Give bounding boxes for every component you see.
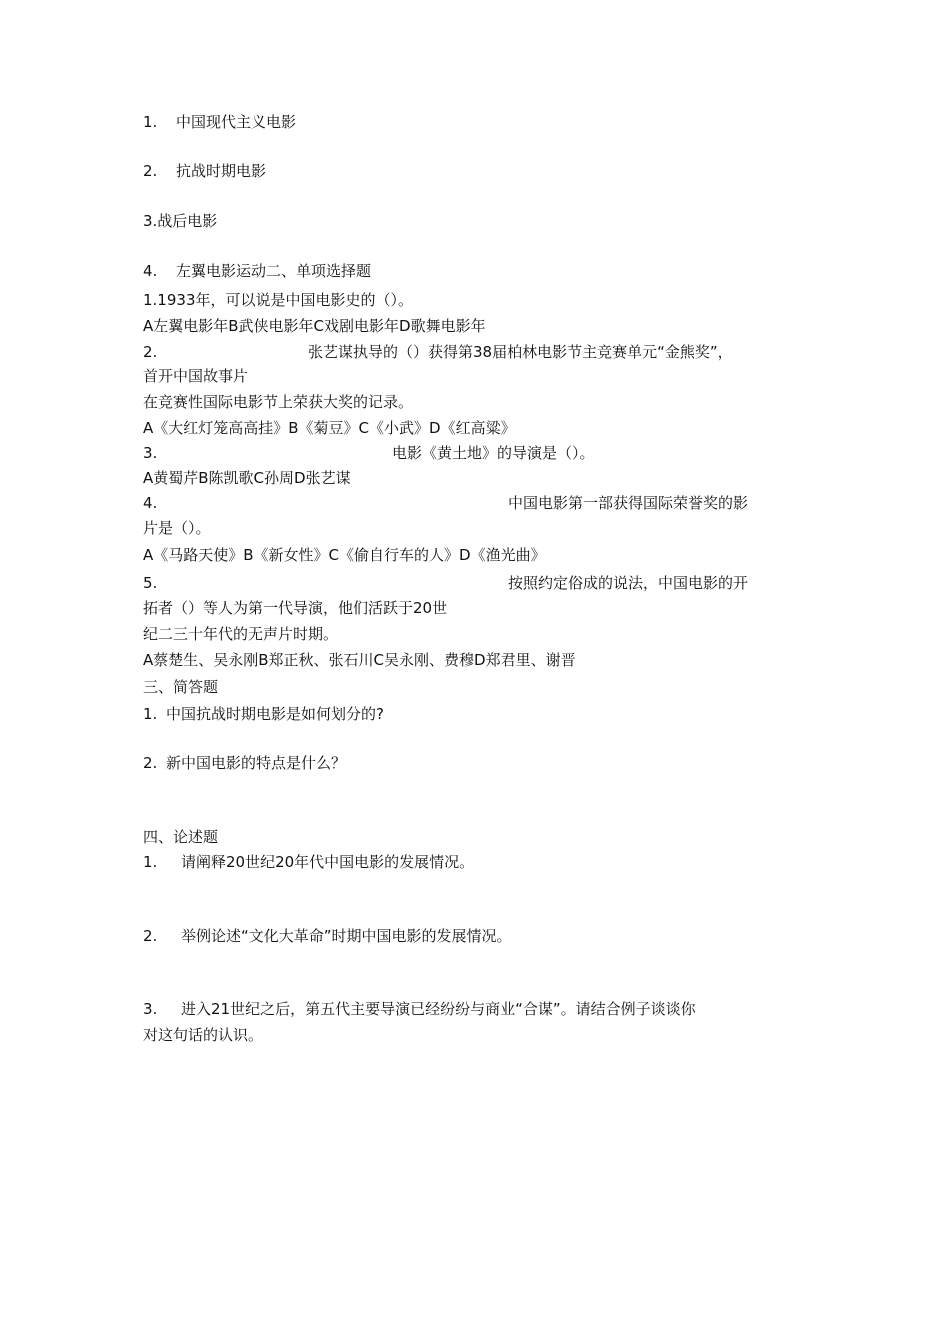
essay-2-text: 举例论述“文化大革命”时期中国电影的发展情况。	[181, 927, 512, 945]
term-4	[143, 261, 371, 281]
essay-item-1	[143, 852, 474, 872]
choice-q5-text-cont: 拓者（）等人为第一代导演，他们活跃于20世	[143, 599, 448, 617]
short-answer-item-2	[143, 753, 346, 773]
choice-q4-options: A《马路天使》B《新女性》C《偷自行车的人》D《渔光曲》	[143, 546, 546, 564]
term-1-number: 1.	[143, 113, 158, 131]
short-answer-heading: 三、简答题	[143, 678, 219, 696]
short-answer-1-text: 中国抗战时期电影是如何划分的?	[166, 705, 384, 723]
term-2-number: 2.	[143, 162, 158, 180]
choice-q5-text: 按照约定俗成的说法，中国电影的开	[508, 574, 749, 592]
choice-q2-text-cont: 首开中国故事片	[143, 367, 249, 385]
choice-q2-options: A《大红灯笼高高挂》B《菊豆》C《小武》D《红高粱》	[143, 419, 516, 437]
choice-q3-text: 电影《黄土地》的导演是（）。	[392, 444, 595, 462]
choice-q4-number: 4.	[143, 494, 158, 512]
short-answer-2-text: 新中国电影的特点是什么？	[166, 754, 347, 772]
term-1-text: 中国现代主义电影	[176, 113, 297, 131]
term-2	[143, 161, 266, 181]
essay-1-number: 1.	[143, 853, 158, 871]
choice-q3-options: A黄蜀芹B陈凯歌C孙周D张艺谋	[143, 469, 351, 487]
choice-q2-number: 2.	[143, 343, 158, 361]
short-answer-1-number: 1.	[143, 705, 158, 723]
choice-q1-text: 1.1933年，可以说是中国电影史的（）。	[143, 291, 413, 309]
term-4-text: 左翼电影运动二、单项选择题	[176, 262, 372, 280]
essay-3-text-cont: 对这句话的认识。	[143, 1026, 264, 1044]
choice-q2-text-cont2: 在竞赛性国际电影节上荣获大奖的记录。	[143, 393, 414, 411]
term-1	[143, 112, 296, 132]
essay-item-3	[143, 999, 696, 1019]
essay-3-number: 3.	[143, 1000, 158, 1018]
choice-q1-options: A左翼电影年B武侠电影年C戏剧电影年D歌舞电影年	[143, 317, 486, 335]
choice-q4-text: 中国电影第一部获得国际荣誉奖的影	[508, 494, 749, 512]
essay-item-2	[143, 926, 512, 946]
term-3	[143, 211, 217, 231]
choice-q5-number: 5.	[143, 574, 158, 592]
short-answer-2-number: 2.	[143, 754, 158, 772]
term-4-number: 4.	[143, 262, 158, 280]
essay-2-number: 2.	[143, 927, 158, 945]
essay-3-text: 进入21世纪之后，第五代主要导演已经纷纷与商业“合谋”。请结合例子谈谈你	[181, 1000, 696, 1018]
choice-q5-options: A蔡楚生、吴永刚B郑正秋、张石川C吴永刚、费穆D郑君里、谢晋	[143, 651, 576, 669]
choice-q3-number: 3.	[143, 444, 158, 462]
term-2-text: 抗战时期电影	[176, 162, 267, 180]
choice-q2-text: 张艺谋执导的（）获得第38届柏林电影节主竞赛单元“金熊奖”，	[308, 343, 733, 361]
essay-1-text: 请阐释20世纪20年代中国电影的发展情况。	[181, 853, 475, 871]
choice-q5-text-cont2: 纪二三十年代的无声片时期。	[143, 625, 339, 643]
choice-q4-text-cont: 片是（）。	[143, 519, 211, 537]
short-answer-item-1	[143, 704, 384, 724]
term-3-text: 3.战后电影	[143, 212, 218, 230]
essay-heading: 四、论述题	[143, 828, 219, 846]
